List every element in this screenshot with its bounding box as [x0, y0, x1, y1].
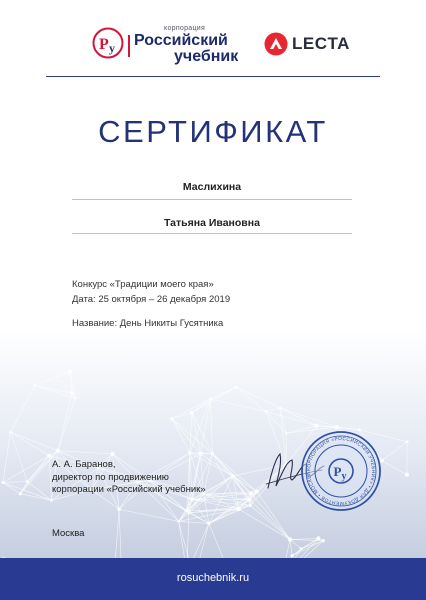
svg-text:Р: Р — [99, 36, 109, 53]
network-node — [235, 385, 238, 388]
certificate-header — [0, 0, 426, 80]
network-node — [177, 520, 179, 522]
contest-name: Конкурс «Традиции моего края» — [72, 279, 214, 290]
network-node — [68, 370, 71, 373]
network-node — [117, 508, 120, 511]
network-node — [316, 536, 320, 540]
svg-text:Р: Р — [333, 464, 342, 479]
network-node — [300, 547, 303, 550]
network-node — [56, 448, 60, 452]
footer-website-link[interactable]: rosuchebnik.ru — [176, 572, 250, 584]
network-node — [279, 407, 282, 410]
network-node — [198, 452, 202, 456]
contest-dates: Дата: 25 октября – 26 декабря 2019 — [72, 294, 231, 305]
brand-wordmark — [126, 22, 256, 66]
work-title: Название: День Никиты Гусятника — [72, 318, 224, 329]
network-node — [190, 497, 194, 501]
svg-text:КОРПОРАЦИЯ «РОССИЙСКИЙ УЧЕБНИК: КОРПОРАЦИЯ «РОССИЙСКИЙ УЧЕБНИК» • ДЛЯ ДОКУМЕНТОВ • МОСКВА — [306, 436, 376, 506]
certificate-title: СЕРТИФИКАТ — [98, 114, 328, 149]
network-node — [211, 452, 214, 455]
network-node — [74, 397, 76, 399]
network-node — [314, 423, 318, 427]
network-node — [110, 452, 114, 456]
lecta-logo-icon — [264, 32, 288, 56]
svg-text:у: у — [341, 471, 347, 482]
corporate-seal — [300, 430, 382, 512]
network-node — [265, 410, 267, 412]
signer-position-line1: директор по продвижению — [52, 471, 169, 483]
city-label: Москва — [52, 528, 85, 539]
network-node — [405, 473, 409, 477]
network-node — [19, 492, 22, 495]
network-node — [249, 504, 252, 507]
network-node — [406, 440, 409, 443]
network-node — [34, 384, 37, 387]
signer-block — [52, 459, 206, 497]
network-node — [255, 490, 259, 494]
network-node — [231, 474, 234, 477]
network-node — [185, 509, 188, 512]
lecta-wordmark: LECTA — [292, 34, 350, 53]
network-node — [248, 498, 252, 502]
given-names-underline — [72, 233, 352, 234]
network-node — [249, 491, 253, 495]
surname-underline — [72, 199, 352, 200]
recipient-given-names: Татьяна Ивановна — [164, 217, 260, 229]
signer-name: А. А. Баранов, — [52, 459, 116, 470]
footer-bar — [0, 558, 426, 600]
brand-accent-bar — [128, 35, 130, 57]
brand-name-line1: Российский — [134, 32, 228, 49]
network-node — [285, 432, 287, 434]
header-divider — [46, 76, 380, 77]
brand-top-text: корпорация — [164, 25, 206, 32]
network-node — [322, 539, 325, 542]
network-node — [288, 537, 293, 542]
recipient-surname: Маслихина — [182, 181, 242, 193]
network-node — [50, 499, 53, 502]
svg-text:у: у — [109, 41, 115, 55]
ru-logo-icon — [92, 27, 124, 59]
network-node — [70, 391, 74, 395]
network-node — [1, 481, 4, 484]
network-node — [188, 451, 191, 454]
network-node — [207, 522, 210, 525]
network-node — [170, 417, 173, 420]
network-node — [9, 431, 11, 433]
brand-name-line2: учебник — [174, 48, 239, 65]
signer-position-line2: корпорации «Российский учебник» — [52, 484, 206, 495]
network-node — [190, 411, 194, 415]
network-node — [237, 507, 241, 511]
network-node — [209, 398, 212, 401]
network-node — [335, 425, 340, 430]
network-node — [26, 480, 29, 483]
network-node — [47, 454, 51, 458]
